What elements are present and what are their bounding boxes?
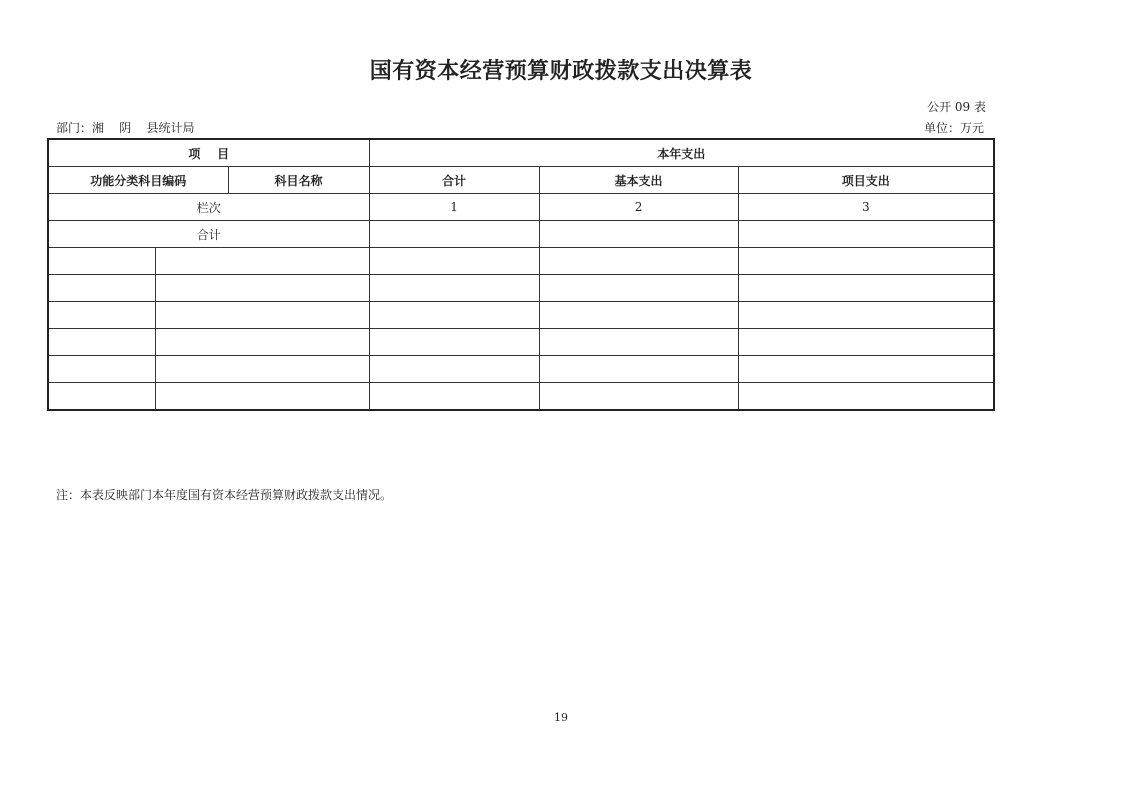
table-cell (369, 383, 539, 411)
table-cell (738, 383, 994, 411)
table-cell (48, 356, 155, 383)
table-cell (369, 302, 539, 329)
table-cell (738, 329, 994, 356)
table-cell (155, 248, 369, 275)
header-item: 项 目 (48, 139, 369, 167)
table-cell (155, 356, 369, 383)
table-cell (48, 329, 155, 356)
table-row (48, 275, 994, 302)
table-cell (48, 302, 155, 329)
table-cell (738, 356, 994, 383)
table-cell (539, 248, 738, 275)
table-cell (539, 329, 738, 356)
table-cell (48, 383, 155, 411)
table-cell (155, 302, 369, 329)
table-cell (48, 275, 155, 302)
table-cell (539, 356, 738, 383)
form-number: 公开 09 表 (927, 100, 986, 114)
table-row (48, 383, 994, 411)
header-row-1 (48, 139, 994, 167)
table-cell (369, 329, 539, 356)
header-basic: 基本支出 (539, 167, 738, 194)
footnote: 注：本表反映部门本年度国有资本经营预算财政拨款支出情况。 (56, 488, 393, 502)
table-cell (369, 248, 539, 275)
expenditure-table (47, 138, 995, 411)
table-cell (369, 356, 539, 383)
page-title: 国有资本经营预算财政拨款支出决算表 (369, 58, 753, 84)
header-subject-name: 科目名称 (228, 167, 369, 194)
table-cell (738, 275, 994, 302)
total-row-cell (539, 221, 738, 248)
page-number: 19 (554, 711, 568, 724)
total-row-cell (738, 221, 994, 248)
column-index-row (48, 194, 994, 221)
column-index-1: 1 (369, 194, 539, 221)
column-index-2: 2 (539, 194, 738, 221)
table-row (48, 356, 994, 383)
unit-label: 单位：万元 (923, 121, 984, 135)
department-label: 部门：湘 阴 县统计局 (56, 121, 195, 135)
table-cell (539, 383, 738, 411)
table-cell (48, 248, 155, 275)
total-row-label: 合计 (48, 221, 369, 248)
table-cell (539, 275, 738, 302)
header-current-year: 本年支出 (369, 139, 994, 167)
total-row (48, 221, 994, 248)
table-cell (539, 302, 738, 329)
header-project: 项目支出 (738, 167, 994, 194)
table-cell (738, 302, 994, 329)
table-cell (155, 329, 369, 356)
table-cell (369, 275, 539, 302)
total-row-cell (369, 221, 539, 248)
column-index-3: 3 (738, 194, 994, 221)
table-cell (738, 248, 994, 275)
header-func-code: 功能分类科目编码 (48, 167, 228, 194)
table-row (48, 248, 994, 275)
table-row (48, 302, 994, 329)
header-total: 合计 (369, 167, 539, 194)
table-cell (155, 275, 369, 302)
header-row-2 (48, 167, 994, 194)
table-row (48, 329, 994, 356)
table-cell (155, 383, 369, 411)
column-index-label: 栏次 (48, 194, 369, 221)
